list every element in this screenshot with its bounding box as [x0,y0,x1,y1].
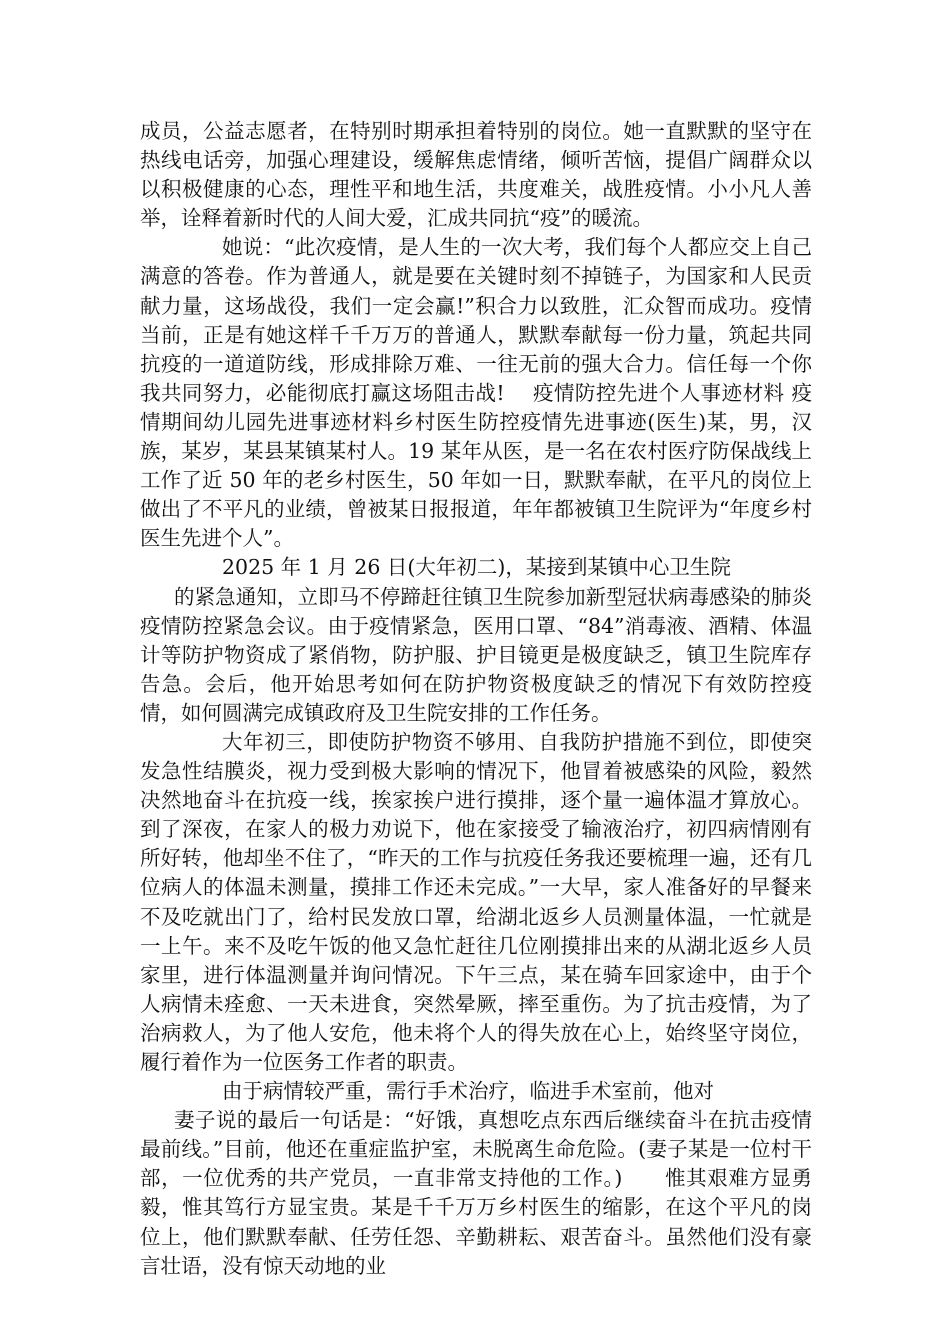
document-body [140,117,812,1281]
paragraph-4: 的紧急通知，立即马不停蹄赶往镇卫生院参加新型冠状病毒感染的肺炎疫情防控紧急会议。由于疫情紧急，医用口罩、“84”消毒液、酒精、体温计等防护物资成了紧俏物，防护服、护目镜更是极度缺乏，镇卫生院库存告急。会后，他开始思考如何在防护物资极度缺乏的情况下有效防控疫情，如何圆满完成镇政府及卫生院安排的工作任务。 [140,584,812,725]
paragraph-3: 2025 年 1 月 26 日(大年初二)，某接到某镇中心卫生院 [222,555,731,580]
paragraph-6: 由于病情较严重，需行手术治疗，临进手术室前，他对 [222,1079,714,1104]
paragraph-5: 大年初三，即使防护物资不够用、自我防护措施不到位，即使突发急性结膜炎，视力受到极大影响的情况下，他冒着被感染的风险，毅然决然地奋斗在抗疫一线，挨家挨户进行摸排，逐个量一遍体温才算放心。到了深夜，在家人的极力劝说下，他在家接受了输液治疗，初四病情刚有所好转，他却坐不住了，“昨天的工作与抗疫任务我还要梳理一遍，还有几位病人的体温未测量，摸排工作还未完成。”一大早，家人准备好的早餐来不及吃就出门了，给村民发放口罩，给湖北返乡人员测量体温，一忙就是一上午。来不及吃午饭的他又急忙赶往几位刚摸排出来的从湖北返乡人员家里，进行体温测量并询问情况。下午三点，某在骑车回家途中，由于个人病情未痊愈、一天未进食，突然晕厥，摔至重伤。为了抗击疫情，为了治病救人，为了他人安危，他未将个人的得失放在心上，始终坚守岗位，履行着作为一位医务工作者的职责。 [140,729,812,1074]
paragraph-2: 她说：“此次疫情，是人生的一次大考，我们每个人都应交上自己满意的答卷。作为普通人，就是要在关键时刻不掉链子，为国家和人民贡献力量，这场战役，我们一定会赢!”积合力以致胜，汇众智而成功。疫情当前，正是有她这样千千万万的普通人，默默奉献每一份力量，筑起共同抗疫的一道道防线，形成排除万难、一往无前的强大合力。信任每一个你我共同努力，必能彻底打赢这场阻击战! 疫情防控先进个人事迹材料 疫情期间幼儿园先进事迹材料乡村医生防控疫情先进事迹(医生)某，男，汉族，某岁，某县某镇某村人。19 某年从医，是一名在农村医疗防保战线上工作了近 50 年的老乡村医生，50 年如一日，默默奉献，在平凡的岗位上做出了不平凡的业绩，曾被某日报报道，年年都被镇卫生院评为“年度乡村医生先进个人”。 [140,235,812,551]
paragraph-1: 成员，公益志愿者，在特别时期承担着特别的岗位。她一直默默的坚守在热线电话旁，加强心理建设，缓解焦虑情绪，倾听苦恼，提倡广阔群众以以积极健康的心态，理性平和地生活，共度难关，战胜疫情。小小凡人善举，诠释着新时代的人间大爱，汇成共同抗“疫”的暖流。 [140,119,812,231]
paragraph-7: 妻子说的最后一句话是：“好饿，真想吃点东西后继续奋斗在抗击疫情最前线。”目前，他还在重症监护室，未脱离生命危险。(妻子某是一位村干部，一位优秀的共产党员，一直非常支持他的工作。) 惟其艰难方显勇毅，惟其笃行方显宝贵。某是千千万万乡村医生的缩影，在这个平凡的岗位上，他们默默奉献、任劳任怨、辛勤耕耘、艰苦奋斗。虽然他们没有豪言壮语，没有惊天动地的业 [140,1108,812,1278]
